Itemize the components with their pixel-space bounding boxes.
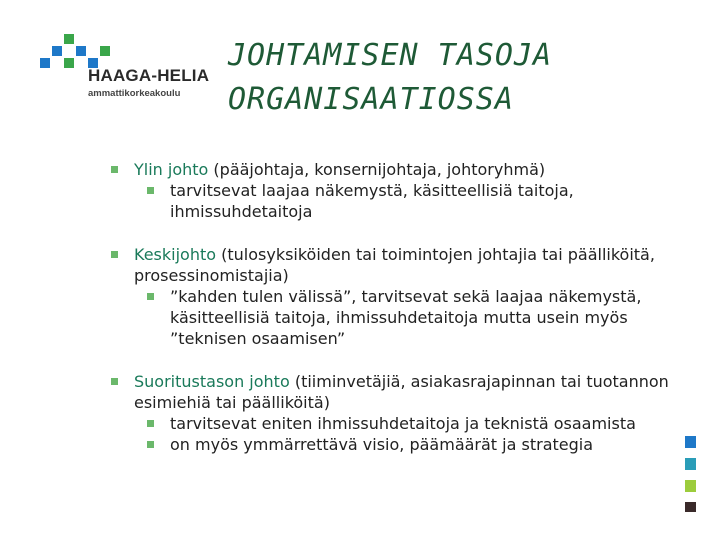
management-level-term: Keskijohto (134, 245, 217, 264)
logo-square (100, 46, 110, 56)
haaga-helia-logo (40, 32, 220, 112)
bullet-icon (111, 166, 118, 173)
slide-title-line2: ORGANISAATIOSSA (228, 82, 514, 117)
management-level-term: Suoritustason johto (134, 372, 290, 391)
sub-bullet-item (111, 286, 691, 349)
list-spacer (111, 349, 691, 371)
logo-square (64, 58, 74, 68)
logo-square (52, 46, 62, 56)
bullet-item (111, 159, 691, 180)
sub-bullet-text: ”kahden tulen välissä”, tarvitsevat sekä laajaa näkemystä, käsitteellisiä taitoja, ihmissuhdetaitoja mutta usein myös ”teknisen osaamisen” (170, 287, 642, 348)
management-level-desc: (tiiminvetäjiä, asiakasrajapinnan tai tuotannon esimiehiä tai päälliköitä) (134, 372, 669, 412)
logo-square (40, 58, 50, 68)
sub-bullet-text: on myös ymmärrettävä visio, päämäärät ja strategia (170, 435, 594, 454)
bullet-icon (111, 251, 118, 258)
decorative-bar-segment (685, 480, 696, 492)
sub-bullet-item (111, 180, 691, 222)
sub-bullet-text: tarvitsevat laajaa näkemystä, käsitteellisiä taitoja, ihmissuhdetaitoja (170, 181, 574, 221)
logo-square (64, 34, 74, 44)
management-level-desc: (pääjohtaja, konsernijohtaja, johtoryhmä) (208, 160, 546, 179)
management-level-term: Ylin johto (134, 160, 209, 179)
bullet-item (111, 244, 691, 286)
bullet-item (111, 371, 691, 413)
sub-bullet-item (111, 413, 691, 434)
management-level-desc: (tulosyksiköiden tai toimintojen johtajia tai päälliköitä, prosessinomistajia) (134, 245, 655, 285)
slide-title (228, 34, 698, 122)
logo-name: HAAGA-HELIA (88, 66, 210, 85)
bullet-icon (111, 378, 118, 385)
bullet-list (111, 159, 691, 455)
sub-bullet-item (111, 434, 691, 455)
list-spacer (111, 222, 691, 244)
decorative-bar-segment (685, 436, 696, 448)
bullet-icon (147, 293, 154, 300)
bullet-icon (147, 187, 154, 194)
decorative-bar-segment (685, 502, 696, 512)
sub-bullet-text: tarvitsevat eniten ihmissuhdetaitoja ja teknistä osaamista (170, 414, 636, 433)
slide-title-line1: JOHTAMISEN TASOJA (228, 38, 553, 73)
decorative-bar-segment (685, 458, 696, 470)
logo-tagline: ammattikorkeakoulu (88, 88, 181, 99)
bullet-icon (147, 420, 154, 427)
bullet-icon (147, 441, 154, 448)
logo-square (76, 46, 86, 56)
